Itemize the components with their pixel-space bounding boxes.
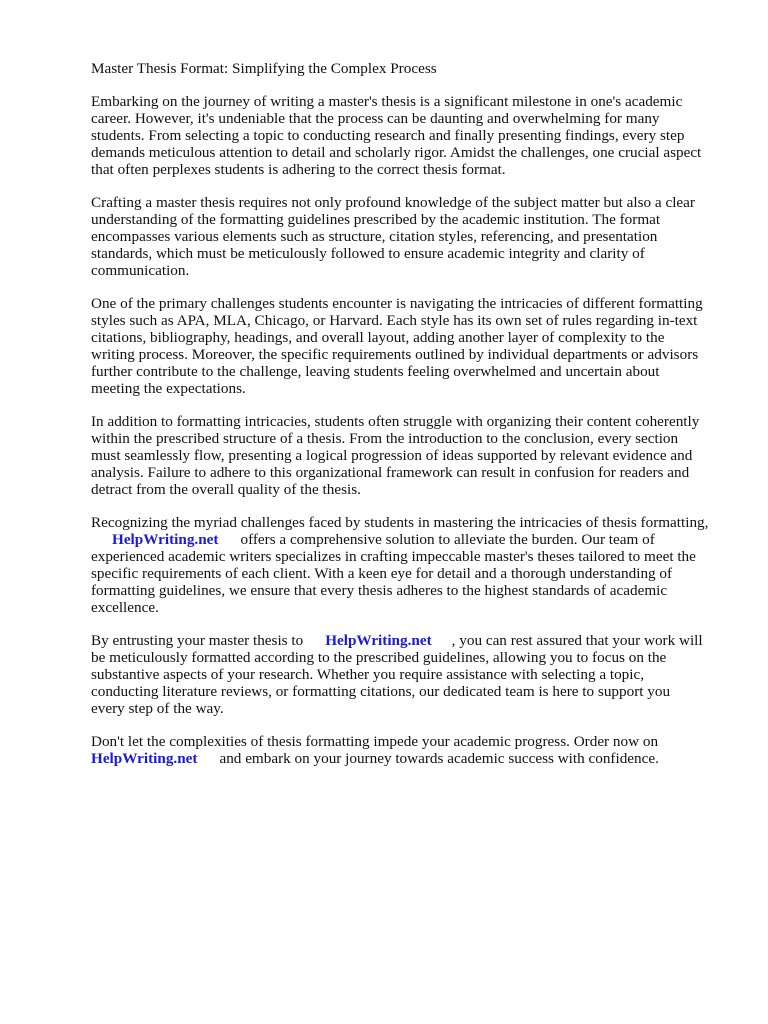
text-fragment: , you can rest assured that your work will <box>451 632 703 649</box>
text-fragment: By entrusting your master thesis to <box>91 632 304 649</box>
text-line: within the prescribed structure of a thesis. From the introduction to the conclusion, every section <box>91 430 679 447</box>
text-line: specific requirements of each client. With a keen eye for detail and a thorough understanding of <box>91 565 673 582</box>
text-line: encompasses various elements such as structure, citation styles, referencing, and presentation <box>91 228 658 245</box>
text-line: career. However, it's undeniable that the process can be daunting and overwhelming for many <box>91 110 660 127</box>
text-line: further contribute to the challenge, leaving students feeling overwhelmed and uncertain about <box>91 363 660 380</box>
text-line: citations, bibliography, headings, and overall layout, adding another layer of complexity to the <box>91 329 665 346</box>
paragraph-order <box>91 733 731 767</box>
text-line <box>91 531 731 548</box>
text-line: Don't let the complexities of thesis formatting impede your academic progress. Order now on <box>91 733 659 750</box>
paragraph-organizing <box>91 413 731 498</box>
paragraph-crafting <box>91 194 731 279</box>
text-line: In addition to formatting intricacies, students often struggle with organizing their content coherently <box>91 413 700 430</box>
text-line: conducting literature reviews, or formatting citations, our dedicated team is here to support you <box>91 683 671 700</box>
text-line: standards, which must be meticulously followed to ensure academic integrity and clarity of <box>91 245 645 262</box>
helpwriting-link[interactable]: HelpWriting.net <box>112 531 219 548</box>
text-line: One of the primary challenges students encounter is navigating the intricacies of different formatting <box>91 295 703 312</box>
text-line: writing process. Moreover, the specific requirements outlined by individual departments or advisors <box>91 346 699 363</box>
text-line: communication. <box>91 262 190 279</box>
text-line: that often perplexes students is adhering to the correct thesis format. <box>91 161 506 178</box>
text-fragment: offers a comprehensive solution to alleviate the burden. Our team of <box>240 531 655 548</box>
document-title: Master Thesis Format: Simplifying the Complex Process <box>91 60 437 77</box>
paragraph-challenges <box>91 295 731 397</box>
text-line: Embarking on the journey of writing a master's thesis is a significant milestone in one's academic <box>91 93 683 110</box>
paragraph-solution <box>91 514 731 616</box>
text-fragment: and embark on your journey towards academic success with confidence. <box>219 750 659 767</box>
text-line: experienced academic writers specializes in crafting impeccable master's theses tailored to meet the <box>91 548 696 565</box>
text-line: styles such as APA, MLA, Chicago, or Harvard. Each style has its own set of rules regarding in-text <box>91 312 698 329</box>
text-line: every step of the way. <box>91 700 224 717</box>
text-line: demands meticulous attention to detail and scholarly rigor. Amidst the challenges, one crucial aspect <box>91 144 702 161</box>
paragraph-entrusting <box>91 632 731 717</box>
text-line: meeting the expectations. <box>91 380 246 397</box>
helpwriting-link[interactable]: HelpWriting.net <box>91 750 198 767</box>
text-line: excellence. <box>91 599 159 616</box>
text-line <box>91 632 731 649</box>
paragraph-intro <box>91 93 731 178</box>
text-line: must seamlessly flow, presenting a logical progression of ideas supported by relevant evidence and <box>91 447 693 464</box>
text-line <box>91 750 731 767</box>
helpwriting-link[interactable]: HelpWriting.net <box>325 632 432 649</box>
document-page <box>91 60 731 783</box>
text-line: formatting guidelines, we ensure that every thesis adheres to the highest standards of academic <box>91 582 668 599</box>
text-line: detract from the overall quality of the thesis. <box>91 481 361 498</box>
text-line: Recognizing the myriad challenges faced by students in mastering the intricacies of thesis formatting, <box>91 514 709 531</box>
text-line: substantive aspects of your research. Whether you require assistance with selecting a topic, <box>91 666 645 683</box>
text-line: analysis. Failure to adhere to this organizational framework can result in confusion for readers and <box>91 464 690 481</box>
text-line: students. From selecting a topic to conducting research and finally presenting findings, every step <box>91 127 685 144</box>
text-line: understanding of the formatting guidelines prescribed by the academic institution. The format <box>91 211 661 228</box>
text-line: be meticulously formatted according to the prescribed guidelines, allowing you to focus on the <box>91 649 667 666</box>
text-line: Crafting a master thesis requires not only profound knowledge of the subject matter but also a clear <box>91 194 695 211</box>
